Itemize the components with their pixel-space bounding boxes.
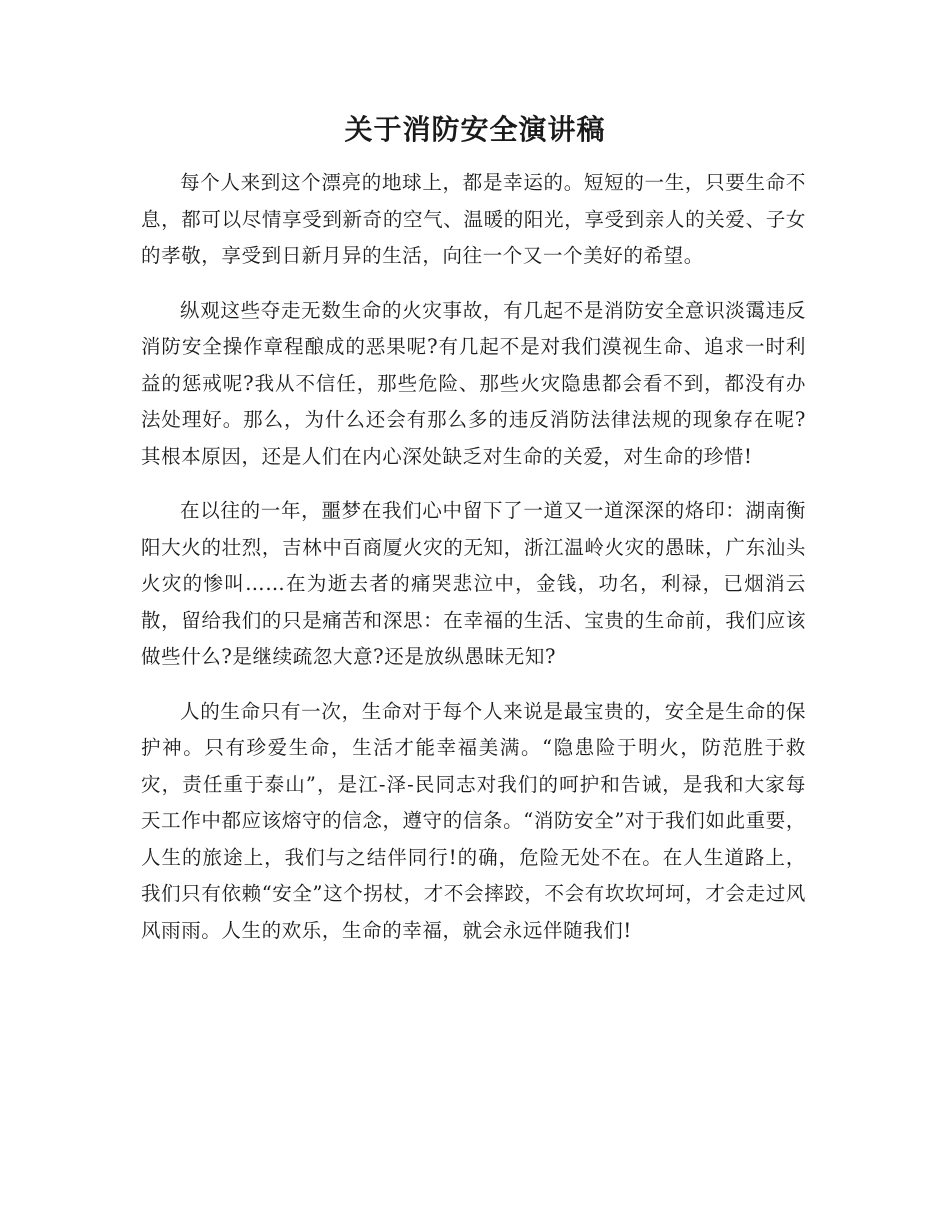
- paragraph-2: 纵观这些夺走无数生命的火灾事故，有几起不是消防安全意识淡霭违反消防安全操作章程酿成的恶果呢?有几起不是对我们漠视生命、追求一时利益的惩戒呢?我从不信任，那些危险、那些火灾隐患都会看不到，都没有办法处理好。那么，为什么还会有那么多的违反消防法律法规的现象存在呢?其根本原因，还是人们在内心深处缺乏对生命的关爱，对生命的珍惜!: [141, 298, 806, 468]
- document-title: 关于消防安全演讲稿: [344, 113, 606, 146]
- paragraph-3: 在以往的一年，噩梦在我们心中留下了一道又一道深深的烙印：湖南衡阳大火的壮烈，吉林中百商厦火灾的无知，浙江温岭火灾的愚昧，广东汕头火灾的惨叫……在为逝去者的痛哭悲泣中，金钱，功名，利禄，已烟消云散，留给我们的只是痛苦和深思：在幸福的生活、宝贵的生命前，我们应该做些什么?是继续疏忽大意?还是放纵愚昧无知?: [141, 499, 806, 668]
- document-body: [141, 165, 806, 967]
- paragraph-1: 每个人来到这个漂亮的地球上，都是幸运的。短短的一生，只要生命不息，都可以尽情享受到新奇的空气、温暖的阳光，享受到亲人的关爱、子女的孝敬，享受到日新月异的生活，向往一个又一个美好的希望。: [141, 171, 806, 267]
- paragraph-4: 人的生命只有一次，生命对于每个人来说是最宝贵的，安全是生命的保护神。只有珍爱生命，生活才能幸福美满。“隐患险于明火，防范胜于救灾，责任重于泰山”，是江-泽-民同志对我们的呵护和告诫，是我和大家每天工作中都应该熔守的信念，遵守的信条。“消防安全”对于我们如此重要，人生的旅途上，我们与之结伴同行!的确，危险无处不在。在人生道路上，我们只有依赖“安全”这个拐杖，才不会摔跤，不会有坎坎坷坷，才会走过风风雨雨。人生的欢乐，生命的幸福，就会永远伴随我们!: [141, 699, 806, 942]
